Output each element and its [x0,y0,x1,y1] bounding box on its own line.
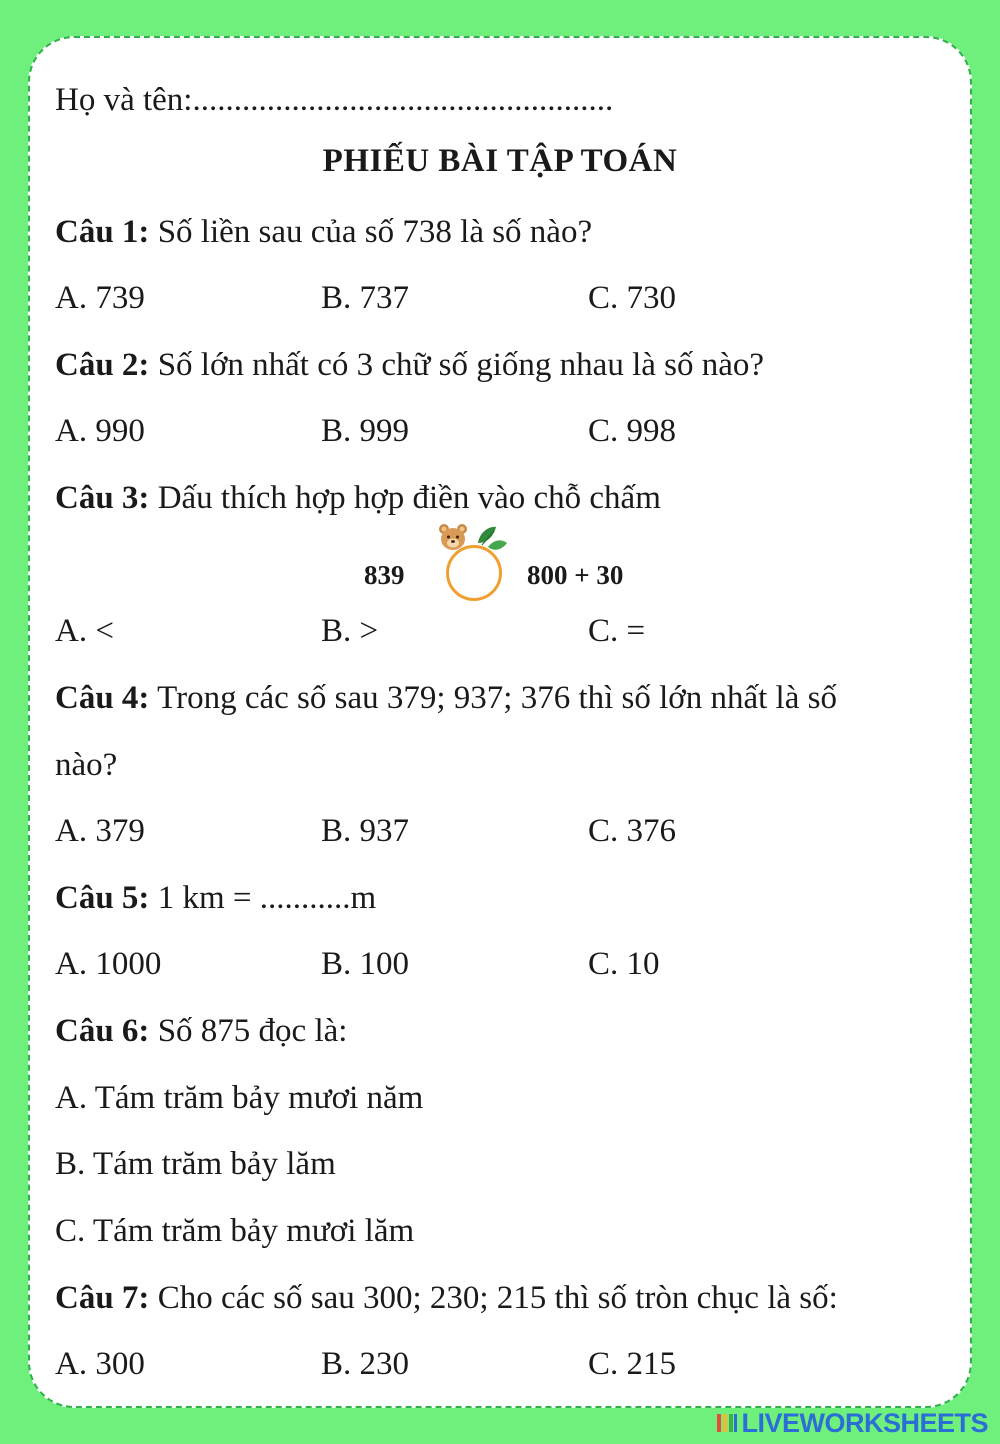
option-5a[interactable]: A. 1000 [55,946,162,982]
liveworksheets-icon [716,1412,738,1434]
question-label: Câu 4: [55,680,150,716]
option-4a[interactable]: A. 379 [55,813,145,849]
question-4 [55,678,837,718]
question-label: Câu 5: [55,880,150,916]
brand-name: LIVEWORKSHEETS [741,1407,988,1438]
option-7b[interactable]: B. 230 [321,1346,410,1382]
question-label: Câu 7: [55,1280,150,1316]
question-label: Câu 6: [55,1013,150,1049]
option-3a[interactable]: A. < [55,613,114,649]
option-3b[interactable]: B. > [321,613,379,649]
option-5b[interactable]: B. 100 [321,946,410,982]
question-text: Trong các số sau 379; 937; 376 thì số lớn nhất là số [149,680,837,716]
leaf-icon [474,523,508,557]
page-title: PHIẾU BÀI TẬP TOÁN [322,143,678,179]
question-label: Câu 1: [55,214,150,250]
question-6 [55,1011,347,1051]
option-2b[interactable]: B. 999 [321,413,410,449]
compare-left-value: 839 [364,560,405,590]
question-text: Số liền sau của số 738 là số nào? [149,214,593,250]
compare-right-value: 800 + 30 [527,560,624,590]
option-4c[interactable]: C. 376 [588,813,677,849]
option-1a[interactable]: A. 739 [55,280,145,316]
option-1c[interactable]: C. 730 [588,280,677,316]
question-text: Số 875 đọc là: [149,1013,348,1049]
question-1 [55,212,592,252]
question-7 [55,1278,838,1318]
option-1b[interactable]: B. 737 [321,280,410,316]
option-2c[interactable]: C. 998 [588,413,677,449]
question-text: Dấu thích hợp hợp điền vào chỗ chấm [149,480,661,516]
question-text: Số lớn nhất có 3 chữ số giống nhau là số nào? [149,347,765,383]
question-5 [55,878,376,918]
question-3 [55,478,661,518]
option-2a[interactable]: A. 990 [55,413,145,449]
option-7a[interactable]: A. 300 [55,1346,145,1382]
option-6c[interactable]: C. Tám trăm bảy mươi lăm [55,1213,415,1249]
question-4-continued: nào? [55,747,118,783]
option-3c[interactable]: C. = [588,613,646,649]
option-6b[interactable]: B. Tám trăm bảy lăm [55,1146,336,1182]
question-2 [55,345,764,385]
question-text: Cho các số sau 300; 230; 215 thì số tròn chục là số: [149,1280,838,1316]
question-label: Câu 3: [55,480,150,516]
option-7c[interactable]: C. 215 [588,1346,677,1382]
name-field[interactable]: Họ và tên:................................................... [55,82,614,118]
option-4b[interactable]: B. 937 [321,813,410,849]
question-label: Câu 2: [55,347,150,383]
liveworksheets-logo [716,1408,988,1438]
question-text: 1 km = ...........m [149,880,377,916]
option-5c[interactable]: C. 10 [588,946,660,982]
bear-icon [436,522,470,552]
option-6a[interactable]: A. Tám trăm bảy mươi năm [55,1080,424,1116]
